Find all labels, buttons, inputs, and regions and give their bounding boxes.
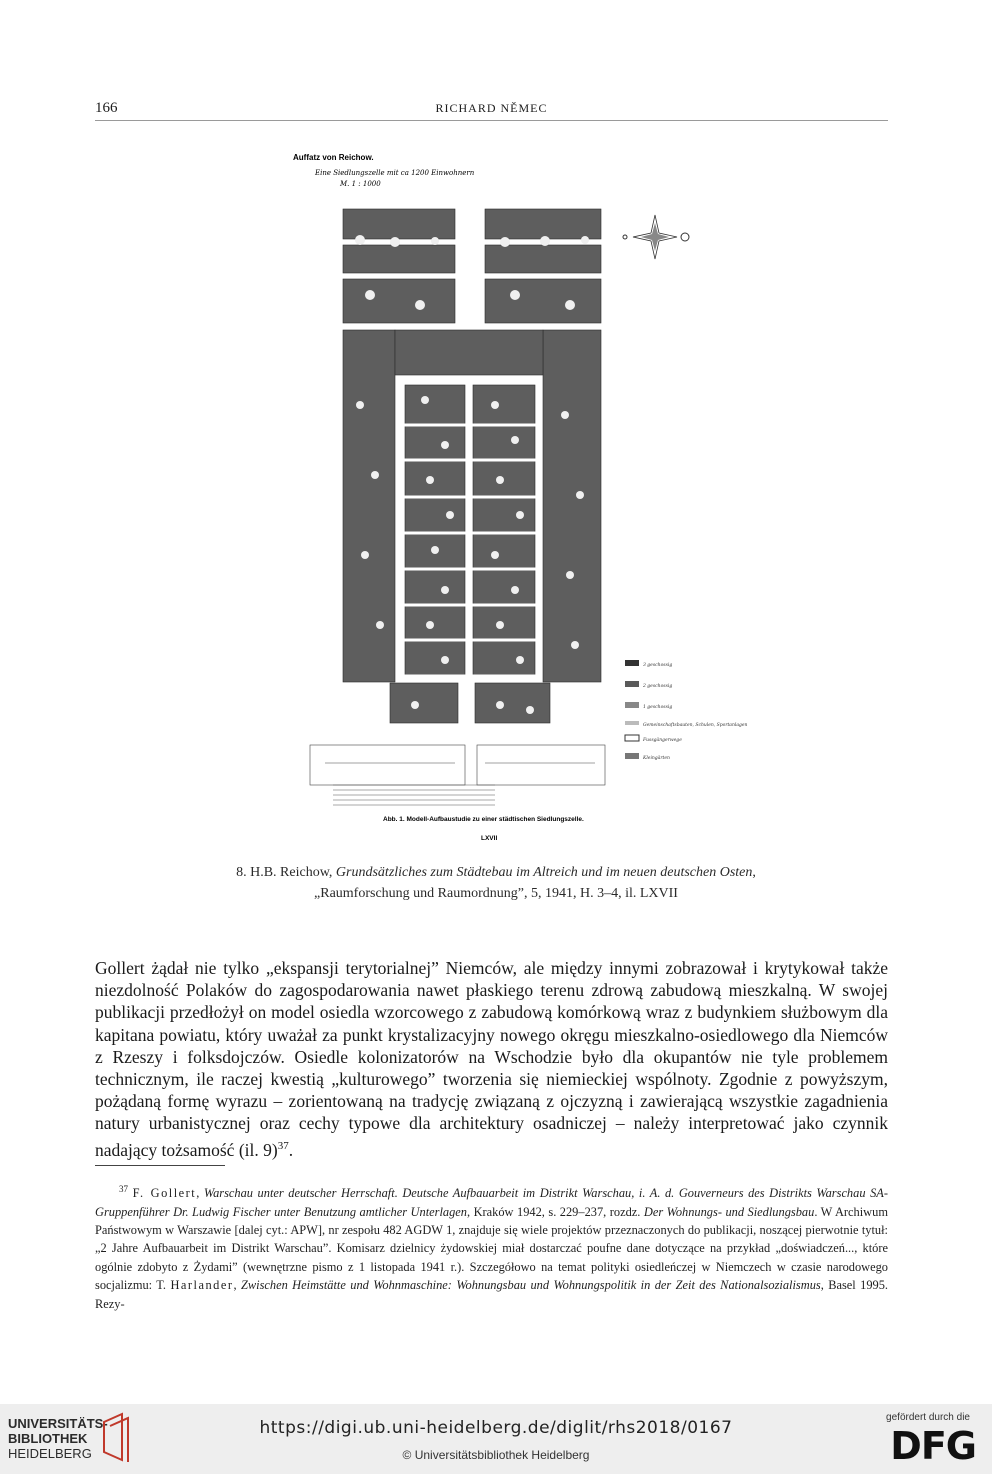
footnote-ref[interactable]: 37 (277, 1139, 289, 1152)
figure-handwritten-1: Eine Siedlungszelle mit ca 1200 Einwohnern (315, 169, 475, 177)
running-head: RICHARD NĚMEC (435, 101, 548, 115)
copyright-notice: © Universitätsbibliothek Heidelberg (402, 1448, 590, 1462)
site-plan-drawing (285, 145, 748, 845)
footnote-title: Warschau unter deutscher Herrschaft. Deutsche Aufbauarbeit im Distrikt Warschau, i. A. d. Gouverneurs des Distrikts Warschau SA-Gruppenführer Dr. Ludwig Fischer unter Benutzung amtlicher Unterlagen (95, 1186, 888, 1219)
legend-label: Fussgängerwege (643, 738, 682, 743)
footnote-text: . W Archiwum Państwowym w Warszawie [dalej cyt.: APW], nr zespołu 482 AGDW 1, znajduje się wiele projektów przeznaczonych do publikacji, noszącej pierwotnie tytuł: „2 Jahre Aufbauarbeit im Distrikt Warschau”. Komisarz dzielnicy żydowskiej miał dostarczać poufne dane dotyczące na przykład „doświadczeń..., które ogólnie zdobyto z Żydami” (wewnętrzne pismo z 1 listopada 1941 r.). Szczegółowo na temat polityki osiedleńczej w Niemczech w czasie narodowego socjalizmu: T. (95, 1204, 888, 1293)
legend-label: 1 geschossig (643, 705, 673, 710)
legend-label: 3 geschossig (643, 663, 673, 668)
dfg-logo[interactable]: DFG (890, 1424, 976, 1468)
legend-label: 2 geschossig (643, 684, 673, 689)
page-header (95, 98, 888, 121)
logo-line: UNIVERSITÄTS- (8, 1416, 108, 1431)
footnote-text: , Basel 1995. Rezy- (95, 1278, 889, 1311)
figure-plate: LXVII (481, 835, 498, 842)
caption-source: „Raumforschung und Raumordnung”, 5, 1941, H. 3–4, il. LXVII (314, 886, 678, 901)
page-number: 166 (95, 100, 118, 116)
figure-caption-de: Abb. 1. Modell-Aufbaustudie zu einer städtischen Siedlungszelle. (383, 816, 584, 823)
caption-prefix: 8. H.B. Reichow, (236, 865, 336, 880)
caption-title: Grundsätzliches zum Städtebau im Altreich und im neuen deutschen Osten (335, 865, 753, 880)
footnote-author-2: Harlander (170, 1278, 234, 1293)
bottom-lots (310, 745, 605, 785)
footnote-text: , Kraków 1942, s. 229–237, rozdz. (466, 1204, 644, 1219)
legend-label: Gemeinschaftsbauten, Schulen, Sportanlagen (643, 723, 748, 728)
footnote-text: , (233, 1278, 241, 1293)
figure-caption (120, 862, 872, 904)
footnote-title-2: Zwischen Heimstätte und Wohnmaschine: Wohnungsbau und Wohnungspolitik in der Zeit des Nationalsozialismus (240, 1278, 821, 1293)
body-text: Gollert żądał nie tylko „ekspansji terytorialnej” Niemców, ale między innymi zobrazował i krytykował także niezdolność Polaków do zagospodarowania nawet płaskiego terenu zdrową zabudową mieszkalną. W swojej publikacji przedłożył on model osiedla wzorcowego z zabudową komórkową wraz z budynkiem służbowym dla kapitana powiatu, który uważał za punkt krystalizacyjny nowego okręgu mieszkalno-osiedlowego dla Niemców z Rzeszy i folksdojczów. Osiedle kolonizatorów na Wschodzie było dla okupantów nie tyle problemem technicznym, ile raczej kwestią „kulturowego” tworzenia się niemieckiej wspólnoty. Zgodnie z powyższym, pożądaną formę wyrazu – zorientowaną na tradycję związaną z ojczyzną i zawierającą wszystkie zagadnienia natury urbanistycznej oraz cechy typowe dla architektury osadniczej – należy interpretować jako czynnik nadający tożsamość (il. 9) (95, 958, 888, 1160)
site-plan-figure (285, 145, 748, 845)
figure-title: Auffatz von Reichow. (293, 153, 374, 162)
logo-line: BIBLIOTHEK (8, 1431, 88, 1446)
stats-table (333, 785, 495, 805)
permalink-url[interactable]: https://digi.ub.uni-heidelberg.de/diglit/rhs2018/0167 (259, 1418, 733, 1438)
compass-rose-icon (623, 215, 689, 259)
footnote-chapter: Der Wohnungs- und Siedlungsbau (643, 1204, 815, 1219)
dfg-label: gefördert durch die (886, 1412, 970, 1423)
body-paragraph: Gollert żądał nie tylko „ekspansji terytorialnej” Niemców, ale między innymi zobrazował i krytykował także niezdolność Polaków do zagospodarowania nawet płaskiego terenu zdrową zabudową mieszkalną. W swojej publikacji przedłożył on model osiedla wzorcowego z zabudową komórkową wraz z budynkiem służbowym dla kapitana powiatu, który uważał za punkt krystalizacyjny nowego okręgu mieszkalno-osiedlowego dla Niemców z Rzeszy i folksdojczów. Osiedle kolonizatorów na Wschodzie było dla okupantów nie tyle problemem technicznym, ile raczej kwestią „kulturowego” tworzenia się niemieckiej wspólnoty. Zgodnie z powyższym, pożądaną formę wyrazu – zorientowaną na tradycję związaną z ojczyzną i zawierającą wszystkie zagadnienia natury urbanistycznej oraz cechy typowe dla architektury osadniczej – należy interpretować jako czynnik nadający tożsamość (il. 9)$^{37}$. (95, 958, 888, 1160)
figure-handwritten-2: M. 1 : 1000 (340, 180, 381, 188)
viewer-footer (0, 1404, 992, 1474)
caption-comma: , (752, 865, 756, 880)
footnote-rule (95, 1165, 225, 1166)
footnote-author: F. Gollert (132, 1186, 197, 1201)
footnote-37: $^{37}$ F. Gollert, Warschau unter deutscher Herrschaft. Deutsche Aufbauarbeit im Distrikt Warschau, i. A. d. Gouverneurs des Distrikts Warschau SA-Gruppenführer Dr. Ludwig Fischer unter Benutzung amtlicher Unterlagen, Kraków 1942, s. 229–237, rozdz. Der Wohnungs- und Siedlungsbau. W Archiwum Państwowym w Warszawie [dalej cyt.: APW], nr zespołu 482 AGDW 1, znajduje się wiele projektów przeznaczonych do publikacji, noszącej pierwotnie tytuł: „2 Jahre Aufbauarbeit im Distrikt Warschau”. Komisarz dzielnicy żydowskiej miał dostarczać poufne dane dotyczące na przykład „doświadczeń..., które ogólnie zdobyto z Żydami” (wewnętrzne pismo z 1 listopada 1941 r.). Szczegółowo na temat polityki osiedleńczej w Niemczech w czasie narodowego socjalizmu: T. Harlander, Zwischen Heimstätte und Wohnmaschine: Wohnungsbau und Wohnungspolitik in der Zeit des Nationalsozialismus, Basel 1995. Rezy- (95, 1184, 889, 1311)
legend-labels (642, 662, 748, 761)
legend-label: Kleingärten (643, 756, 670, 761)
plan-legend (625, 660, 639, 759)
footnote-number: 37 (119, 1184, 128, 1194)
logo-line: HEIDELBERG (8, 1446, 92, 1461)
